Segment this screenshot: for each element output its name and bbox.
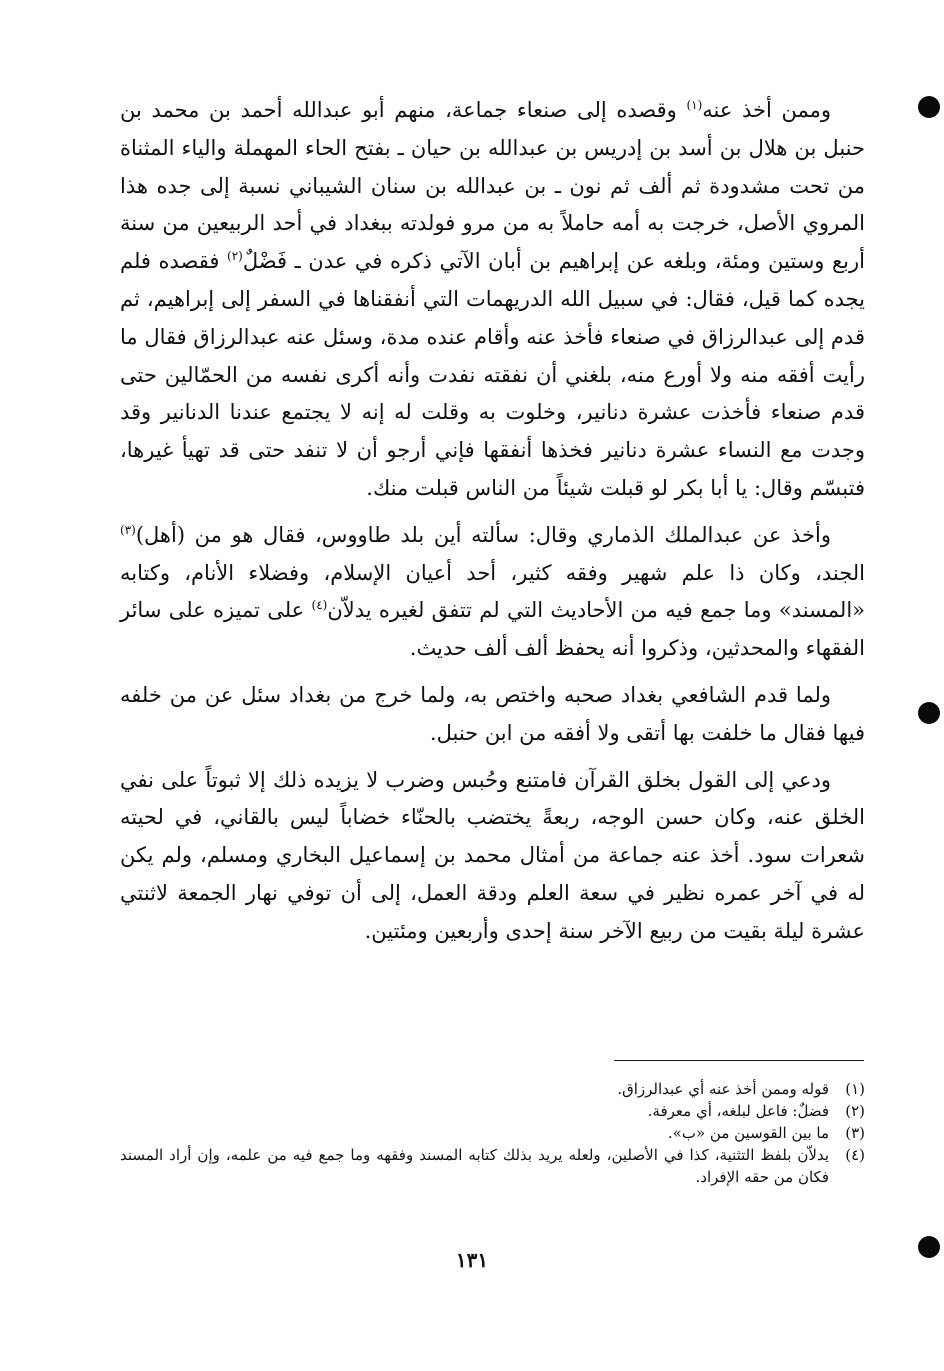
footnote-number: (٤) (845, 1146, 865, 1164)
text-run: ودعي إلى القول بخلق القرآن فامتنع وحُبس وضرب لا يزيده ذلك إلا ثبوتاً على نفي الخلق عنه، وكان حسن الوجه، ربعةً يختضب بالحنّاء خضاباً ليس بالقاني، في لحيته شعرات سود. أخذ عنه جماعة من أمثال محمد بن إسماعيل البخاري ومسلم، ولم يكن له في آخر عمره نظير في سعة العلم ودقة العمل، إلى أن توفي نهار الجمعة لاثنتي عشرة ليلة بقيت من ربيع الآخر سنة إحدى وأربعين ومئتين. (120, 767, 865, 943)
footnotes (120, 1078, 865, 1188)
footnote-text: ما بين القوسين من «ب». (667, 1124, 829, 1142)
footnote-text: قوله وممن أخذ عنه أي عبدالرزاق. (617, 1080, 829, 1098)
paragraph (120, 517, 865, 668)
paragraph (120, 92, 865, 508)
footnote-ref-4[interactable]: (٤) (311, 598, 328, 613)
footnote (120, 1144, 865, 1188)
footnote-number: (٣) (845, 1124, 865, 1142)
footnote-number: (١) (845, 1080, 865, 1098)
binder-hole-middle (918, 702, 940, 724)
text-run: وممن أخذ عنه (702, 98, 832, 122)
footnote-number: (٢) (845, 1102, 865, 1120)
text-run: وأخذ عن عبدالملك الذماري وقال: سألته أين بلد طاووس، فقال هو من (أهل) (135, 522, 831, 547)
footnote-text: يدلاّن بلفظ التثنية، كذا في الأصلين، ولعله يريد بذلك كتابه المسند وفقهه وما جمع فيه من علمه، وإن أراد المسند فكان من حقه الإفراد. (120, 1146, 829, 1186)
footnote-ref-3[interactable]: (٣) (120, 522, 136, 537)
text-run: فقصده فلم يجده كما قيل، فقال: في سبيل الله الدريهمات التي أنفقناها في السفر إلى إبراهيم، ثم قدم إلى عبدالرزاق في صنعاء فأخذ عنه وأقام عنده مدة، وسئل عنه عبدالرزاق فقال ما رأيت أفقه منه ولا أورع منه، بلغني أن نفقته نفدت وأنه أكرى نفسه من الحمّالين حتى قدم صنعاء فأخذت عشرة دنانير، وخلوت به وقلت له إنه لا يجتمع عندنا الدنانير وقد وجدت مع النساء عشرة دنانير فخذها أنفقها فإني أرجو أن لا تنفد حتى قد تهيأ غيرها، فتبسّم وقال: يا أبا بكر لو قبلت شيئاً من الناس قبلت منك. (120, 249, 865, 500)
footnote-ref-1[interactable]: (١) (686, 98, 703, 112)
footnote-text: فضلٌ: فاعل لبلغه، أي معرفة. (647, 1102, 829, 1120)
paragraph (120, 677, 865, 753)
footnote (120, 1100, 865, 1122)
footnote (120, 1122, 865, 1144)
main-text (120, 92, 865, 951)
footnote-ref-2[interactable]: (٢) (227, 249, 243, 264)
page-number: ١٣١ (455, 1248, 489, 1272)
footnote-separator (614, 1060, 864, 1061)
text-run: على تميزه على سائر الفقهاء والمحدثين، وذكروا أنه يحفظ ألف ألف حديث. (120, 598, 865, 661)
text-run: وقصده إلى صنعاء جماعة، منهم أبو عبدالله أحمد بن محمد بن حنبل بن هلال بن أسد بن إدريس بن عبدالله بن حيان ـ بفتح الحاء المهملة والياء المثناة من تحت مشدودة ثم ألف ثم نون ـ بن عبدالله بن سنان الشيباني نسبة إلى جده هذا المروي الأصل، خرجت به أمه حاملاً به من مرو فولدته ببغداد في أحد الربيعين من سنة أربع وستين ومئة، وبلغه عن إبراهيم بن أبان الآتي ذكره في عدن ـ فَضْلٌ (120, 98, 865, 274)
binder-hole-top (918, 96, 940, 118)
paragraph (120, 762, 865, 951)
text-run: الجند، وكان ذا علم شهير وفقه كثير، أحد أعيان الإسلام، وفضلاء الأنام، وكتابه «المسند» وما جمع فيه من الأحاديث التي لم تتفق لغيره يدلاّن (120, 560, 865, 623)
footnote (120, 1078, 865, 1100)
text-run: ولما قدم الشافعي بغداد صحبه واختص به، ولما خرج من بغداد سئل عن من خلفه فيها فقال ما خلفت بها أتقى ولا أفقه من ابن حنبل. (120, 682, 865, 745)
